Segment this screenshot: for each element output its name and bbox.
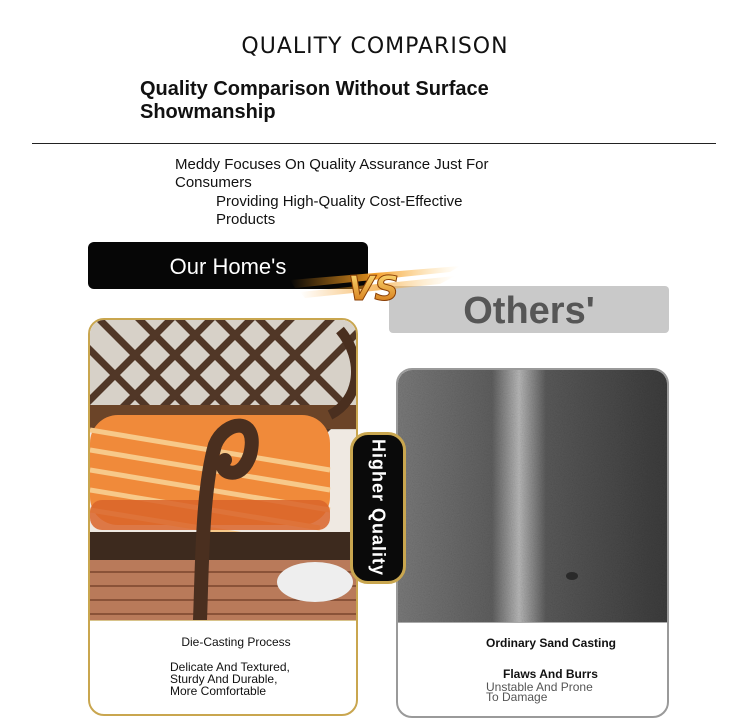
subline-cost-effective: Providing High-Quality Cost-Effective Products <box>216 193 463 228</box>
ours-label: Our Home's <box>169 254 287 279</box>
higher-quality-label: Higher Quality <box>368 439 389 577</box>
others-flaw: Flaws And Burrs <box>503 667 598 681</box>
others-description: Unstable And Prone To Damage <box>486 680 593 704</box>
headline: Quality Comparison Without Surface Showmanship <box>140 78 489 123</box>
divider <box>32 143 716 144</box>
ours-description: Delicate And Textured, Sturdy And Durable, More Comfortable <box>170 660 290 698</box>
ours-process-label: Die-Casting Process <box>181 635 291 649</box>
vs-text: VS <box>348 269 399 309</box>
ours-card <box>88 318 358 716</box>
others-process-label: Ordinary Sand Casting <box>485 636 617 650</box>
others-label: Others' <box>463 290 595 332</box>
subline-quality-assurance: Meddy Focuses On Quality Assurance Just For Consumers <box>175 156 489 191</box>
page-title: QUALITY COMPARISON <box>241 34 509 59</box>
others-card <box>396 368 669 718</box>
sand-cast-surface-photo <box>398 370 667 623</box>
die-cast-bench-photo <box>90 320 356 621</box>
vs-badge <box>290 258 460 310</box>
